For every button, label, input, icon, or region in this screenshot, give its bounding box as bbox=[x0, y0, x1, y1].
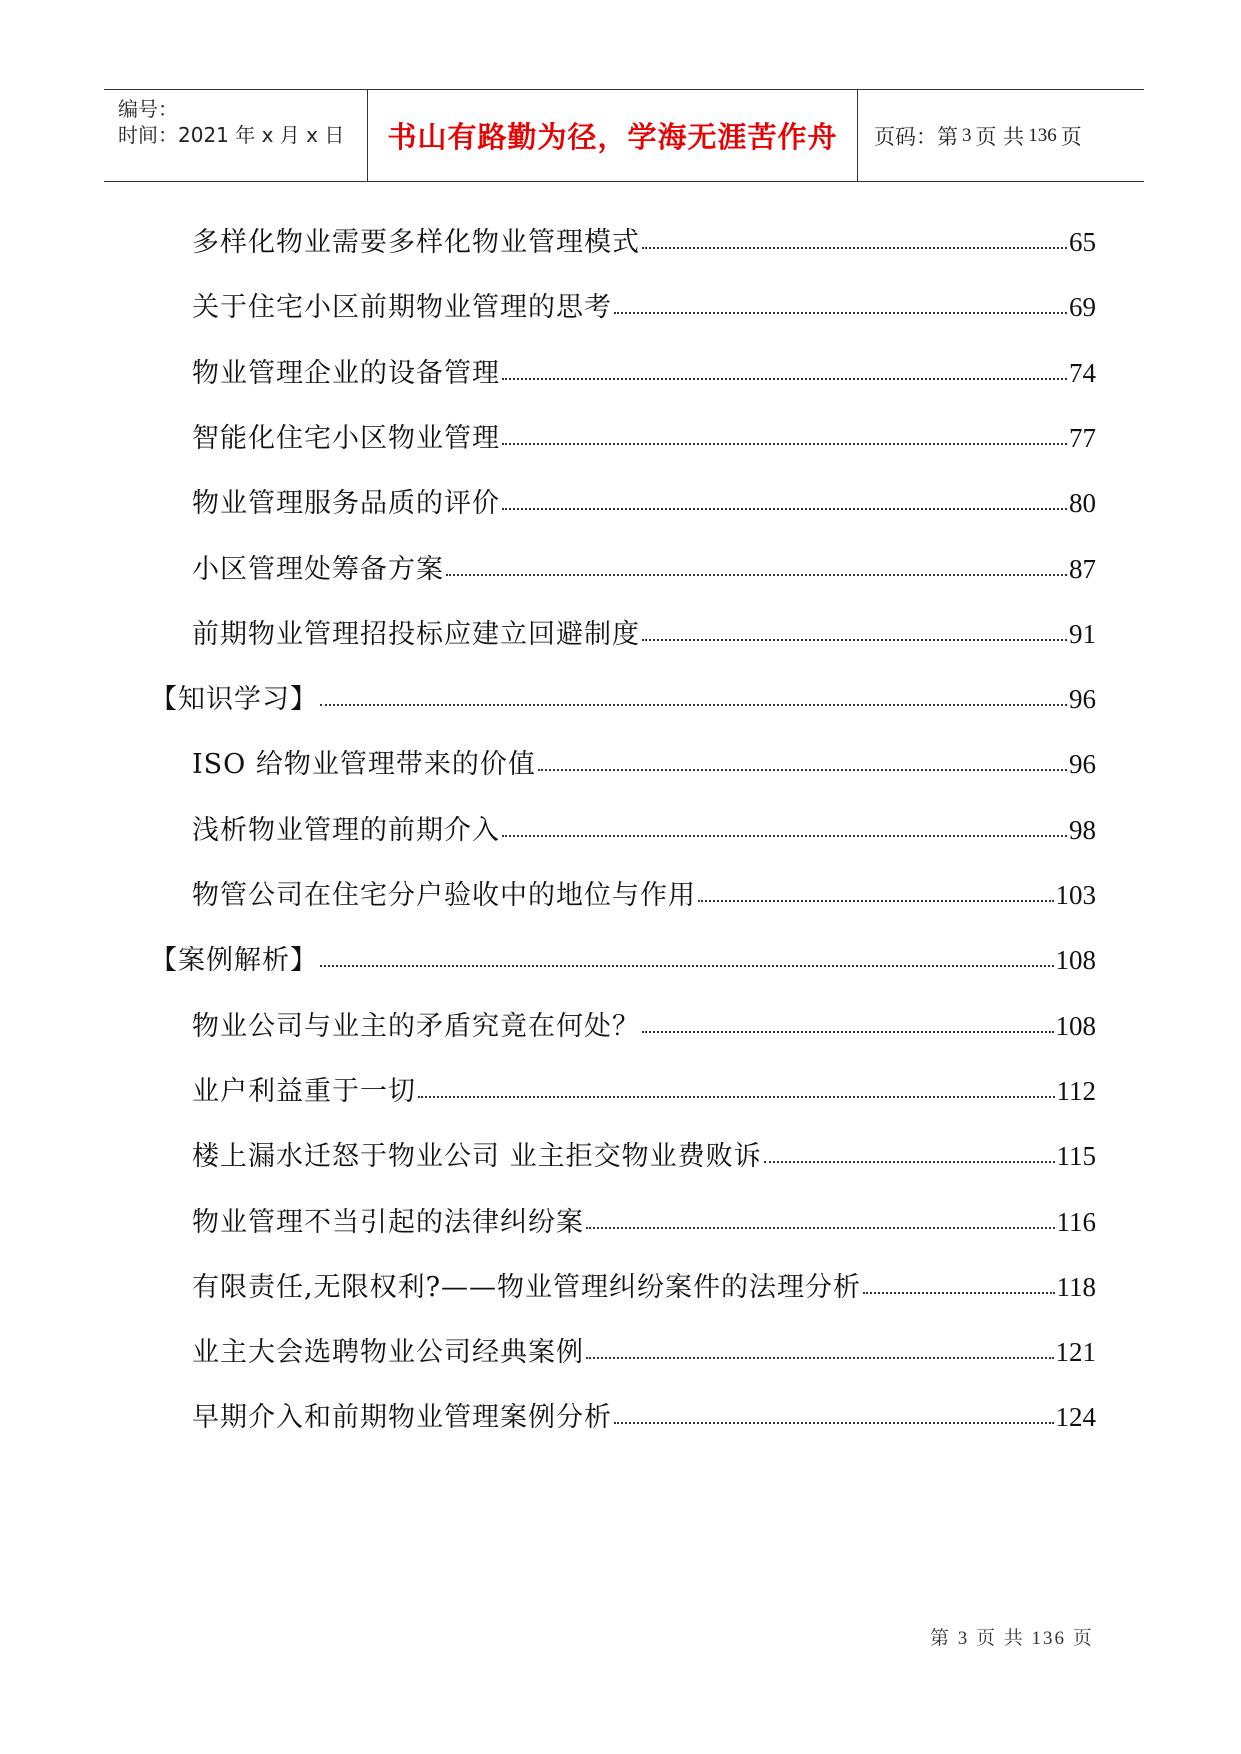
toc-dot-leader bbox=[502, 835, 1067, 837]
toc-dot-leader bbox=[446, 574, 1067, 576]
toc-dot-leader bbox=[764, 1161, 1055, 1163]
toc-dot-leader bbox=[502, 378, 1067, 380]
toc-entry[interactable] bbox=[192, 421, 1096, 456]
toc-entry-title: 【案例解析】 bbox=[150, 945, 318, 977]
toc-entry-page: 124 bbox=[1055, 1402, 1096, 1433]
toc-entry-title: ISO 给物业管理带来的价值 bbox=[192, 749, 536, 781]
document-number-label: 编号： bbox=[118, 97, 178, 121]
toc-entry-title: 物业公司与业主的矛盾究竟在何处？ bbox=[192, 1010, 640, 1042]
toc-entry-page: 69 bbox=[1069, 292, 1096, 323]
toc-entry-title: 物管公司在住宅分户验收中的地位与作用 bbox=[192, 880, 696, 911]
toc-entry-title: 早期介入和前期物业管理案例分析 bbox=[192, 1402, 612, 1434]
toc-dot-leader bbox=[614, 1422, 1054, 1424]
toc-dot-leader bbox=[614, 312, 1067, 314]
toc-entry-title: 楼上漏水迁怒于物业公司 业主拒交物业费败诉 bbox=[192, 1141, 762, 1173]
toc-entry-title: 业主大会选聘物业公司经典案例 bbox=[192, 1337, 584, 1369]
toc-entry-page: 103 bbox=[1055, 880, 1096, 910]
header-page-info bbox=[858, 90, 1144, 181]
toc-entry-page: 112 bbox=[1056, 1075, 1096, 1106]
toc-entry[interactable] bbox=[192, 1074, 1096, 1109]
toc-entry[interactable] bbox=[192, 552, 1096, 587]
toc-dot-leader bbox=[418, 1096, 1055, 1098]
toc-entry-title: 【知识学习】 bbox=[150, 684, 318, 716]
toc-entry[interactable] bbox=[192, 1400, 1096, 1435]
toc-dot-leader bbox=[502, 508, 1067, 510]
toc-dot-leader bbox=[642, 639, 1067, 641]
page-header bbox=[104, 89, 1144, 182]
toc-dot-leader bbox=[320, 704, 1067, 706]
toc-entry-page: 65 bbox=[1069, 227, 1096, 257]
page-label-prefix: 页码：第 bbox=[874, 124, 958, 149]
toc-dot-leader bbox=[502, 443, 1067, 445]
toc-entry-page: 96 bbox=[1069, 749, 1096, 780]
toc-entry-title: 物业管理服务品质的评价 bbox=[192, 488, 500, 520]
toc-dot-leader bbox=[863, 1292, 1054, 1294]
header-motto-cell bbox=[368, 90, 858, 181]
toc-entry[interactable] bbox=[192, 813, 1096, 848]
toc-entry[interactable] bbox=[192, 1335, 1096, 1370]
toc-entry-page: 74 bbox=[1069, 357, 1096, 388]
toc-entry-page: 80 bbox=[1069, 488, 1096, 519]
toc-entry[interactable] bbox=[192, 225, 1096, 260]
toc-entry-page: 121 bbox=[1055, 1337, 1096, 1368]
toc-entry-title: 业户利益重于一切 bbox=[192, 1075, 416, 1107]
header-motto: 书山有路勤为径，学海无涯苦作舟 bbox=[387, 120, 838, 154]
document-time-label: 时间：2021 年 x 月 x 日 bbox=[118, 123, 345, 147]
toc-entry-title: 前期物业管理招投标应建立回避制度 bbox=[192, 618, 640, 650]
page-label-suffix: 页 bbox=[1060, 124, 1082, 149]
toc-entry-page: 108 bbox=[1055, 1010, 1096, 1041]
toc-entry-page: 87 bbox=[1069, 553, 1096, 584]
toc-entry-title: 物业管理企业的设备管理 bbox=[192, 357, 500, 389]
header-meta bbox=[104, 90, 368, 181]
toc-section-heading[interactable] bbox=[150, 943, 1096, 978]
toc-entry-title: 小区管理处筹备方案 bbox=[192, 553, 444, 585]
toc-entry-title: 浅析物业管理的前期介入 bbox=[192, 814, 500, 846]
toc-entry-title: 多样化物业需要多样化物业管理模式 bbox=[192, 227, 640, 258]
page-current: 3 bbox=[962, 124, 972, 146]
toc-entry[interactable] bbox=[192, 486, 1096, 521]
toc-entry[interactable] bbox=[192, 878, 1096, 913]
toc-entry[interactable] bbox=[192, 1139, 1096, 1174]
page-footer: 第 3 页 共 136 页 bbox=[930, 1628, 1094, 1649]
page-label-mid: 页 共 bbox=[975, 124, 1025, 149]
toc-entry-page: 116 bbox=[1056, 1206, 1096, 1237]
toc-entry-page: 96 bbox=[1069, 684, 1096, 715]
toc-entry[interactable] bbox=[192, 290, 1096, 325]
toc-entry-page: 115 bbox=[1056, 1141, 1096, 1172]
toc-entry-page: 77 bbox=[1069, 422, 1096, 453]
toc-entry-title: 有限责任,无限权利?——物业管理纠纷案件的法理分析 bbox=[192, 1271, 862, 1303]
toc-entry[interactable] bbox=[192, 356, 1096, 391]
toc-dot-leader bbox=[586, 1227, 1055, 1229]
toc-section-heading[interactable] bbox=[150, 682, 1096, 717]
toc-entry[interactable] bbox=[192, 617, 1096, 652]
toc-dot-leader bbox=[642, 247, 1067, 249]
toc-entry-page: 108 bbox=[1055, 945, 1096, 976]
toc-dot-leader bbox=[586, 1357, 1054, 1359]
toc-entry[interactable] bbox=[192, 747, 1096, 782]
toc-dot-leader bbox=[642, 1031, 1054, 1033]
toc-entry-page: 118 bbox=[1056, 1271, 1096, 1302]
toc-entry-title: 物业管理不当引起的法律纠纷案 bbox=[192, 1206, 584, 1238]
toc-entry-title: 智能化住宅小区物业管理 bbox=[192, 422, 500, 454]
toc-dot-leader bbox=[538, 769, 1067, 771]
page-total: 136 bbox=[1028, 124, 1057, 146]
toc-entry-page: 91 bbox=[1069, 618, 1096, 649]
toc-dot-leader bbox=[698, 900, 1054, 902]
toc-entry-page: 98 bbox=[1069, 814, 1096, 845]
toc-entry[interactable] bbox=[192, 1270, 1096, 1305]
toc-dot-leader bbox=[320, 965, 1054, 967]
toc-entry[interactable] bbox=[192, 1205, 1096, 1240]
toc-entry-title: 关于住宅小区前期物业管理的思考 bbox=[192, 292, 612, 324]
toc-entry[interactable] bbox=[192, 1009, 1096, 1044]
